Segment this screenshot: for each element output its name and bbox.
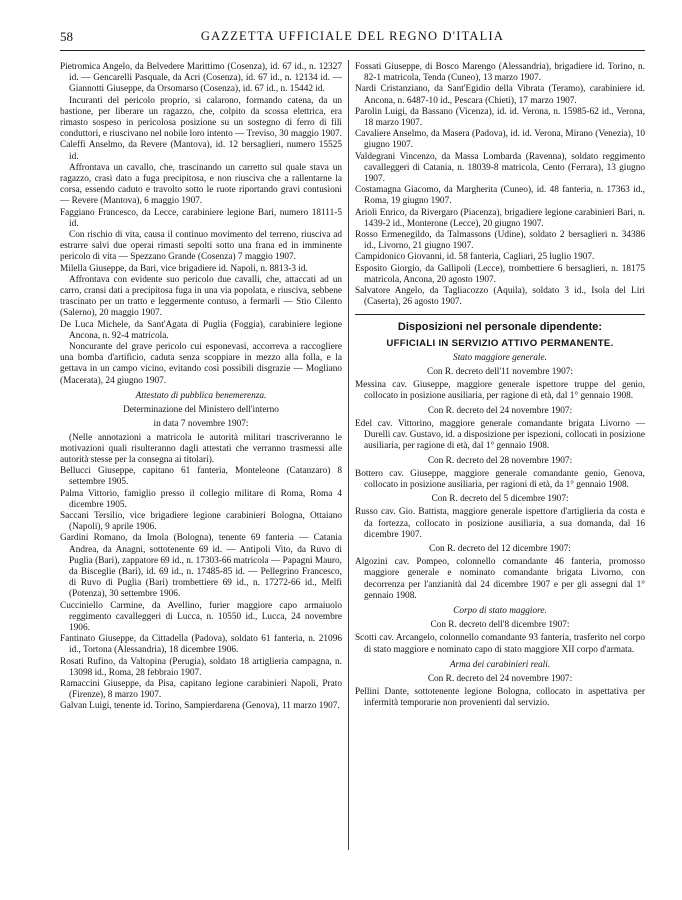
section-heading: Disposizioni nel personale dipendente: [397,321,603,334]
citation-paragraph: Affrontava con evidente suo pericolo due cavalli, che, attaccati ad un carro, cransi dati a precipitosa fuga in una via popolata, e riusciva, sebbene trascinato per un tratto e leggermente contuso, a fermarli — Stio Cilento (Salerno), 20 maggio 1907. [60,274,342,319]
subsection-title: Arma dei carabinieri reali. [449,659,551,670]
record-entry: Pietromica Angelo, da Belvedere Marittimo (Cosenza), id. 67 id., n. 12327 id. — Gencarelli Pasquale, da Acri (Cosenza), id. 67 id., n. 12134 id. — Giannotti Giuseppe, da Orsomarso (Cosenza), id. 67 id., n. 15442 id. [60,62,342,95]
left-column [60,62,342,713]
record-entry: Fossati Giuseppe, di Bosco Marengo (Alessandria), brigadiere id. Torino, n. 82-1 matricola, Tenda (Cuneo), 13 marzo 1907. [355,62,645,84]
record-entry: Messina cav. Giuseppe, maggiore generale ispettore truppe del genio, collocato in posizione ausiliaria, per ragione di età, dal 1° gennaio 1908. [355,380,645,402]
citation-paragraph: Noncurante del grave pericolo cui esponevasi, accorreva a raccogliere una bomba d'artificio, caduta senza scoppiare in mezzo alla folla, e la gettava in un campo vicino, evitando così possibili disgrazie — Mogliano (Macerata), 24 giugno 1907. [60,342,342,386]
decree-line: Determinazione del Ministero dell'interno [123,405,279,416]
decree-line: Con R. decreto del 12 dicembre 1907: [429,543,571,554]
decree-line: Con R. decreto dell'11 novembre 1907: [427,367,573,378]
record-entry: Scotti cav. Arcangelo, colonnello comandante 93 fanteria, trasferito nel corpo di stato maggiore e nominato capo di stato maggiore XII corpo d'armata. [355,633,645,655]
citation-paragraph: (Nelle annotazioni a matricola le autorità militari trascriveranno le motivazioni quali risulteranno dagli attestati che verranno trasmessi alle autorità stesse per la consegna ai titolari). [60,432,342,465]
record-entry: Rosso Ermenegildo, da Talmassons (Udine), soldato 2 bersaglieri n. 34386 id., Livorno, 21 giugno 1907. [355,230,645,252]
citation-paragraph: Incuranti del pericolo proprio, si calarono, formando catena, da un bastione, per liberare un ragazzo, che, colpito da scossa elettrica, era rimasto sospeso in pericolosa posizione su un sostegno di ferro di fili conduttori, e riuscivano nel nobile loro intento — Treviso, 30 maggio 1907. [60,95,342,140]
record-entry: Cavaliere Anselmo, da Masera (Padova), id. id. Verona, Mirano (Venezia), 10 giugno 1907. [355,129,645,151]
record-entry: Milella Giuseppe, da Bari, vice brigadiere id. Napoli, n. 8813-3 id. [60,263,308,274]
page-number: 58 [60,29,73,44]
page-header [60,29,645,45]
record-entry: Fantinato Giuseppe, da Cittadella (Padova), soldato 61 fanteria, n. 21096 id., Tortona (Alessandria), 18 dicembre 1906. [60,634,342,656]
record-entry: Algozini cav. Pompeo, colonnello comandante 46 fanteria, promosso maggiore generale e nominato comandante brigata Livorno, con decorrenza per l'anzianità dal 24 dicembre 1907 e per gli assegni dal 1° gennaio 1908. [355,557,645,601]
record-entry: Palma Vittorio, famiglio presso il collegio militare di Roma, Roma 4 dicembre 1905. [60,488,342,510]
citation-paragraph: Con rischio di vita, causa il continuo movimento del terreno, riusciva ad estrarre salvi due operai rimasti sepolti sotto una frana ed in imminente pericolo di vita — Spezzano Grande (Cosenza) 7 maggio 1907. [60,230,342,263]
record-entry: Rosati Rufino, da Valtopina (Perugia), soldato 18 artiglieria campagna, n. 13098 id., Roma, 28 febbraio 1907. [60,656,342,678]
decree-line: in data 7 novembre 1907: [153,419,249,430]
record-entry: Costamagna Giacomo, da Margherita (Cuneo), id. 48 fanteria, n. 17363 id., Roma, 19 giugno 1907. [355,185,645,207]
record-entry: Gardini Romano, da Imola (Bologna), tenente 69 fanteria — Catania Andrea, da Anagni, sottotenente 69 id. — Antipoli Vito, da Ruvo di Puglia (Bari), zappatore 69 id., n. 17303-66 matricola — Papagni Mauro, da Bisceglie (Bari), id. 69 id., n. 17485-85 id. — Pellegrino Francesco, di Ruvo di Puglia (Bari) trombettiere 69 id., n. 17272-66 id., Melfi (Potenza), 30 settembre 1906. [60,533,342,600]
subsection-title: Corpo di stato maggiore. [453,605,547,616]
decree-line: Con R. decreto del 28 novembre 1907: [427,455,573,466]
record-entry: Pellini Dante, sottotenente legione Bologna, collocato in aspettativa per infermità temporarie non provenienti dal servizio. [355,687,645,709]
section-subheading: UFFICIALI IN SERVIZIO ATTIVO PERMANENTE. [386,337,614,349]
record-entry: Caleffi Anselmo, da Revere (Mantova), id. 12 bersaglieri, numero 15525 id. [60,140,342,162]
record-entry: Nardi Cristanziano, da Sant'Egidio della Vibrata (Teramo), carabiniere id. Ancona, n. 6487-10 id., Pescara (Chieti), 17 marzo 1907. [355,84,645,106]
record-entry: Salvatore Angelo, da Tagliacozzo (Aquila), soldato 3 id., Isola del Liri (Caserta), 26 agosto 1907. [355,286,645,308]
record-entry: Valdegrani Vincenzo, da Massa Lombarda (Ravenna), soldato reggimento cavalleggeri di Catania, n. 18039-8 matricola, Cento (Ferrara), 13 giugno 1907. [355,151,645,185]
decree-line: Con R. decreto dell'8 dicembre 1907: [430,620,570,631]
record-entry: Bellucci Giuseppe, capitano 61 fanteria, Monteleone (Catanzaro) 8 settembre 1905. [60,466,342,488]
record-entry: Parolin Luigi, da Bassano (Vicenza), id. id. Verona, n. 15985-62 id., Verona, 18 marzo 1907. [355,106,645,129]
record-entry: Galvan Luigi, tenente id. Torino, Sampierdarena (Genova), 11 marzo 1907. [60,701,340,712]
record-entry: Campidonico Giovanni, id. 58 fanteria, Cagliari, 25 luglio 1907. [355,252,595,263]
header-rule [60,50,645,51]
decree-line: Con R. decreto del 5 dicembre 1907: [431,494,569,505]
record-entry: Faggiano Francesco, da Lecce, carabiniere legione Bari, numero 18111-5 id. [60,207,342,229]
record-entry: Arioli Enrico, da Rivergaro (Piacenza), brigadiere legione carabinieri Bari, n. 1439-2 id., Monterone (Lecce), 20 giugno 1907. [355,207,645,229]
record-entry: Bottero cav. Giuseppe, maggiore generale comandante genio, Genova, collocato in posizione ausiliaria, per ragioni di età, da 1° gennaio 1908. [355,468,645,490]
decree-line: Con R. decreto del 24 novembre 1907: [427,405,573,416]
right-column [355,62,645,710]
record-entry: Esposito Giorgio, da Gallipoli (Lecce), trombettiere 6 bersaglieri, n. 18175 matricola, Ancona, 20 agosto 1907. [355,263,645,285]
column-divider [348,60,349,850]
page-title: GAZZETTA UFFICIALE DEL REGNO D'ITALIA [200,29,505,43]
record-entry: Russo cav. Gio. Battista, maggiore generale ispettore d'artiglieria da costa e da fortezza, collocato in posizione ausiliaria, a sua domanda, dal 16 dicembre 1907. [355,507,645,540]
decree-line: Con R. decreto del 24 novembre 1907: [427,673,573,684]
section-items [355,353,645,710]
citation-paragraph: Affrontava un cavallo, che, trascinando un carretto sul quale stava un ragazzo, crasi dato a fuga precipitosa, e non riusciva che a rallentarne la corsa, essendo caduto e travolto sotto le ruote riportando gravi contusioni — Revere (Mantova), 6 maggio 1907. [60,162,342,207]
record-entry: Cucciniello Carmine, da Avellino, furier maggiore capo armaiuolo reggimento cavalleggeri di Lucca, n. 10550 id., Lucca, 24 novembre 1906. [60,600,342,633]
section-rule [355,314,645,315]
record-entry: Edel cav. Vittorino, maggiore generale comandante brigata Livorno — Durelli cav. Gustavo, id. a disposizione per ispezioni, collocati in posizione ausiliaria, per ragione di età, dal 1° gennaio 1908. [355,418,645,452]
record-entry: Saccani Tersilio, vice brigadiere legione carabinieri Bologna, Ottaiano (Napoli), 9 aprile 1906. [60,510,342,533]
record-entry: Ramaccini Giuseppe, da Pisa, capitano legione carabinieri Napoli, Prato (Firenze), 8 marzo 1907. [60,678,342,701]
subsection-title: Attestato di pubblica benemerenza. [135,390,267,401]
record-entry: De Luca Michele, da Sant'Agata di Puglia (Foggia), carabiniere legione Ancona, n. 92-4 matricola. [60,319,342,341]
subsection-title: Stato maggiore generale. [453,352,547,363]
right-column-entries [355,62,645,308]
